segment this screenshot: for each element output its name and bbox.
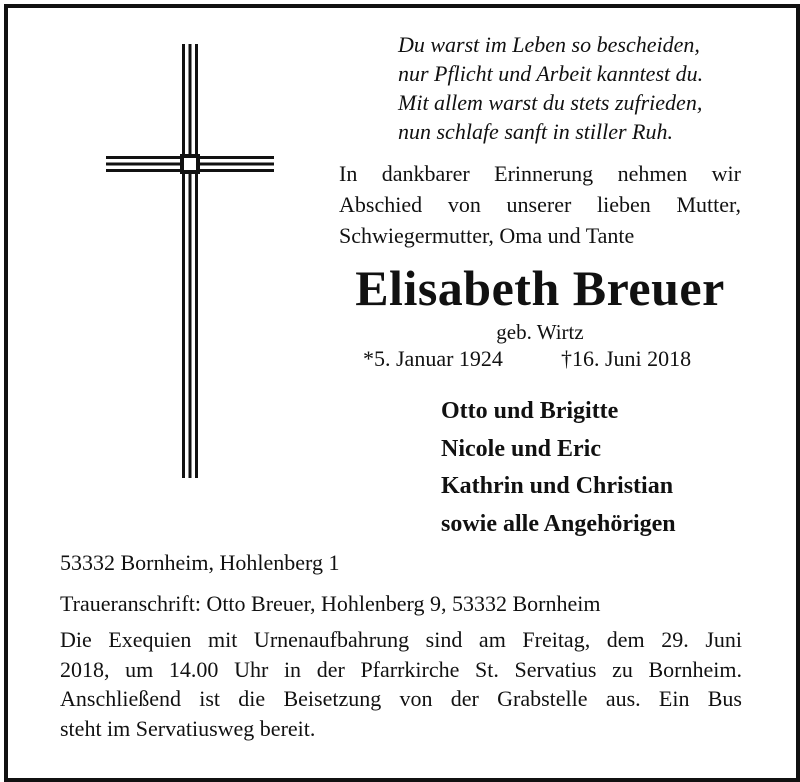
- death-date: †16. Juni 2018: [561, 346, 692, 371]
- intro-text: [339, 158, 741, 251]
- mourner: Kathrin und Christian: [441, 473, 674, 499]
- deceased-name: Elisabeth Breuer: [355, 260, 725, 316]
- mourners-list: [441, 393, 751, 543]
- home-address: 53332 Bornheim, Hohlenberg 1: [60, 550, 340, 575]
- mourner: Nicole und Eric: [441, 435, 601, 462]
- service-line: Anschließend ist die Beisetzung von der Grabstelle aus. Ein Bus: [60, 686, 742, 711]
- cross-icon: [100, 40, 280, 480]
- poem-line: nur Pflicht und Arbeit kanntest du.: [398, 61, 704, 86]
- service-line: 2018, um 14.00 Uhr in der Pfarrkirche St. Servatius zu Bornheim.: [60, 656, 742, 682]
- mourner: Otto und Brigitte: [441, 398, 619, 424]
- memorial-poem: [398, 30, 758, 146]
- poem-line: Du warst im Leben so bescheiden,: [398, 32, 700, 57]
- service-line: steht im Servatiusweg bereit.: [60, 715, 316, 741]
- intro-line: Abschied von unserer lieben Mutter,: [339, 192, 741, 217]
- intro-line: Schwiegermutter, Oma und Tante: [339, 223, 635, 248]
- service-details: [60, 625, 742, 743]
- intro-line: In dankbarer Erinnerung nehmen wir: [339, 161, 741, 186]
- service-line: Die Exequien mit Urnenaufbahrung sind am Freitag, dem 29. Juni: [60, 627, 742, 652]
- poem-line: nun schlafe sanft in stiller Ruh.: [398, 119, 673, 144]
- mourning-address: Traueranschrift: Otto Breuer, Hohlenberg 9, 53332 Bornheim: [60, 591, 601, 616]
- poem-line: Mit allem warst du stets zufrieden,: [398, 90, 703, 115]
- mourner: sowie alle Angehörigen: [441, 510, 676, 537]
- birth-name: geb. Wirtz: [496, 320, 584, 344]
- birth-date: *5. Januar 1924: [363, 346, 503, 371]
